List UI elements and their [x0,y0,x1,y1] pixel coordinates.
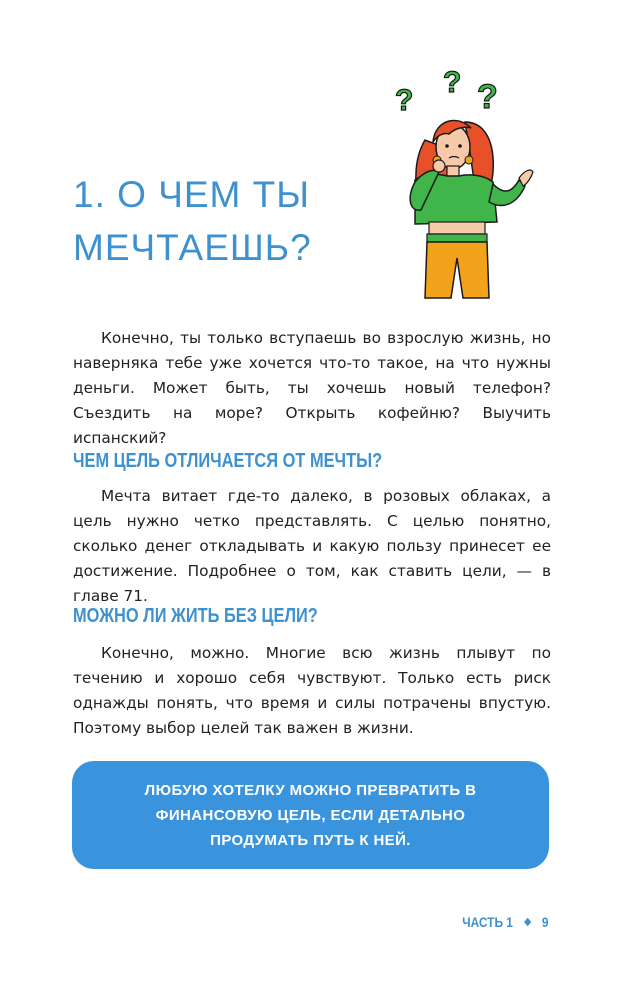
section-text-goal-vs-dream: Мечта витает где-то далеко, в розовых облаках, а цель нужно четко представлять. С целью понятно, сколько денег откладывать и какую пользу принесет ее достижение. Подробнее о том, как ставить цели, — в главе 71. [73,487,551,605]
intro-paragraph: Конечно, ты только вступаешь во взрослую жизнь, но наверняка тебе уже хочется что-то такое, на что нужны деньги. Может быть, ты хочешь новый телефон? Съездить на море? Открыть кофейню? Выучить испанский? [73,329,551,447]
page-footer [462,914,548,930]
chapter-title-line2: МЕЧТАЕШЬ? [73,227,312,268]
page-number: 9 [541,914,548,930]
diamond-icon [523,918,530,926]
svg-text:?: ? [395,84,414,117]
callout-text: ЛЮБУЮ ХОТЕЛКУ МОЖНО ПРЕВРАТИТЬ В ФИНАНСОВУЮ ЦЕЛЬ, ЕСЛИ ДЕТАЛЬНО ПРОДУМАТЬ ПУТЬ К НЕЙ. [144,781,477,849]
chapter-title [73,168,373,274]
thinking-girl-icon [385,62,535,302]
footer-part-label: ЧАСТЬ 1 [461,914,513,930]
section-heading-live-without-goal: МОЖНО ЛИ ЖИТЬ БЕЗ ЦЕЛИ? [73,605,318,627]
callout-box [72,761,549,869]
chapter-title-line1: 1. О ЧЕМ ТЫ [73,174,310,215]
svg-text:?: ? [443,66,462,99]
section-text-live-without-goal: Конечно, можно. Многие всю жизнь плывут по течению и хорошо себя чувствуют. Только есть риск однажды понять, что время и силы потрачены впустую. Поэтому выбор целей так важен в жизни. [73,644,551,737]
section-heading-goal-vs-dream: ЧЕМ ЦЕЛЬ ОТЛИЧАЕТСЯ ОТ МЕЧТЫ? [73,450,383,472]
svg-text:?: ? [477,78,498,116]
